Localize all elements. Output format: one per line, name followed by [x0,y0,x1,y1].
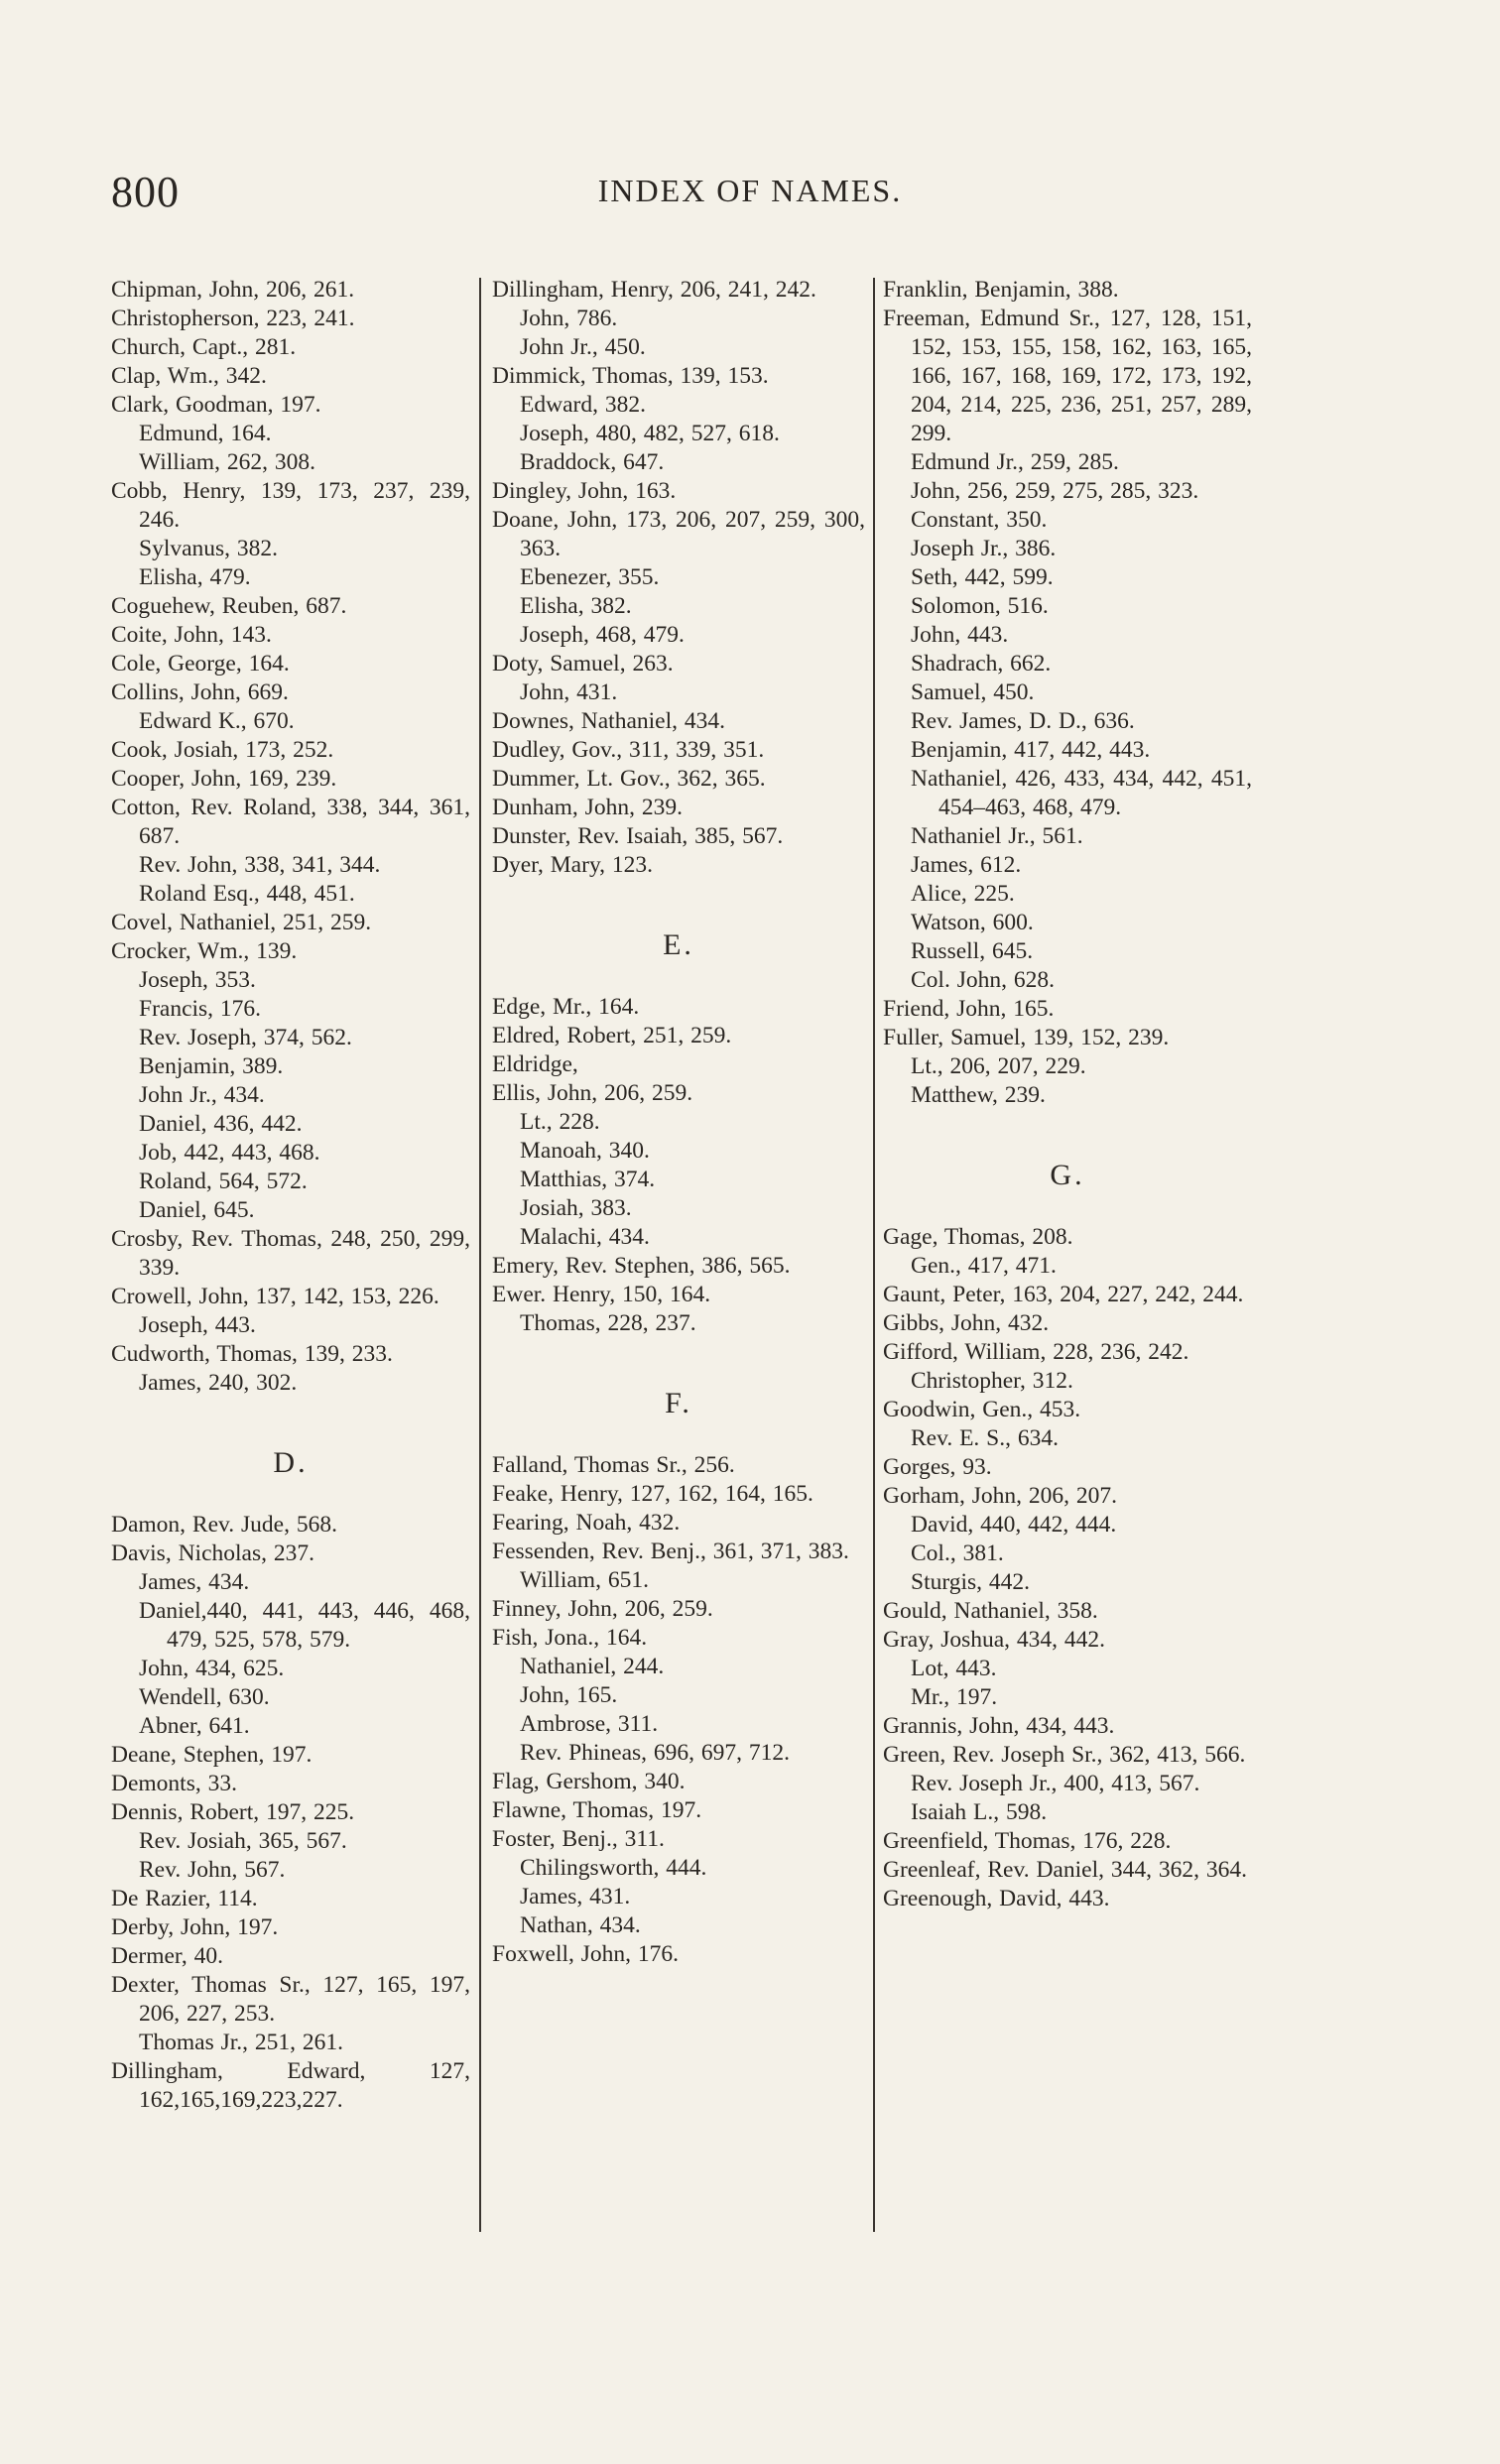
index-sub-entry: Ebenezer, 355. [520,564,660,590]
index-sub-entry: Lot, 443. [911,1656,997,1681]
index-entry: Greenough, David, 443. [883,1886,1110,1911]
index-sub-entry: Isaiah L., 598. [911,1799,1048,1825]
index-sub-entry: Nathaniel, 426, 433, 434, 442, 451, 454–463, 468, 479. [911,766,1252,820]
index-sub-entry: Rev. John, 567. [139,1857,286,1883]
index-entry: Derby, John, 197. [111,1914,279,1940]
index-entry: Eldred, Robert, 251, 259. [492,1023,732,1048]
index-sub-entry: Watson, 600. [911,910,1034,935]
section-spacer [883,1197,1252,1223]
index-entry: Dillingham, Henry, 206, 241, 242. [492,277,816,303]
index-entry: Dimmick, Thomas, 139, 153. [492,363,769,389]
index-sub-entry: Joseph, 353. [139,967,256,993]
index-entry: Cooper, John, 169, 239. [111,766,337,792]
index-sub-entry: Seth, 442, 599. [911,564,1054,590]
index-sub-entry: Lt., 228. [520,1109,600,1135]
index-entry: Fearing, Noah, 432. [492,1510,681,1536]
index-sub-entry: James, 612. [911,852,1022,878]
index-sub-entry: Shadrach, 662. [911,651,1052,677]
index-entry: Dillingham, Edward, 127, 162,165,169,223,227. [111,2058,470,2113]
index-entry: Gifford, William, 228, 236, 242. [883,1339,1189,1365]
index-entry: Doty, Samuel, 263. [492,651,674,677]
section-spacer [111,1485,470,1511]
index-sub-entry: Rev. Joseph, 374, 562. [139,1025,352,1050]
section-spacer [492,880,865,924]
index-entry: Dennis, Robert, 197, 225. [111,1799,355,1825]
index-sub-entry: Col., 381. [911,1540,1004,1566]
index-sub-entry: Francis, 176. [139,996,262,1022]
index-sub-entry: Matthew, 239. [911,1082,1046,1108]
index-sub-entry: Samuel, 450. [911,679,1035,705]
index-sub-entry: John Jr., 434. [139,1082,265,1108]
index-sub-entry: Sturgis, 442. [911,1569,1031,1595]
index-sub-entry: Christopher, 312. [911,1368,1073,1394]
index-sub-entry: Joseph, 480, 482, 527, 618. [520,421,780,446]
index-entry: Demonts, 33. [111,1771,237,1796]
index-sub-entry: John, 443. [911,622,1009,648]
index-entry: Friend, John, 165. [883,996,1055,1022]
index-column-3 [883,276,1252,1913]
index-entry: Goodwin, Gen., 453. [883,1397,1081,1422]
index-entry: Greenleaf, Rev. Daniel, 344, 362, 364. [883,1857,1247,1883]
index-sub-entry: Rev. E. S., 634. [911,1425,1060,1451]
index-sub-entry: Russell, 645. [911,938,1034,964]
index-sub-entry: John Jr., 450. [520,334,646,360]
index-sub-entry: Manoah, 340. [520,1138,650,1164]
index-sub-entry: John, 256, 259, 275, 285, 323. [911,478,1199,504]
index-sub-entry: Benjamin, 389. [139,1053,284,1079]
index-sub-entry: Rev. Phineas, 696, 697, 712. [520,1740,791,1766]
index-sub-entry: Edward K., 670. [139,708,295,734]
index-entry: Dummer, Lt. Gov., 362, 365. [492,766,766,792]
index-entry: Emery, Rev. Stephen, 386, 565. [492,1253,791,1279]
index-entry: Foxwell, John, 176. [492,1941,680,1967]
index-entry: Davis, Nicholas, 237. [111,1540,314,1566]
index-sub-entry: Lt., 206, 207, 229. [911,1053,1086,1079]
index-entry: Gage, Thomas, 208. [883,1224,1073,1250]
index-entry: Flawne, Thomas, 197. [492,1797,702,1823]
index-entry: Falland, Thomas Sr., 256. [492,1452,735,1478]
index-entry: Ewer. Henry, 150, 164. [492,1282,711,1307]
column-rule-left [479,278,481,2232]
index-sub-entry: Nathaniel Jr., 561. [911,823,1083,849]
index-sub-entry: John, 434, 625. [139,1656,285,1681]
index-entry: Edge, Mr., 164. [492,994,640,1020]
index-sub-entry: Rev. Josiah, 365, 567. [139,1828,347,1854]
index-sub-entry: Daniel,440, 441, 443, 446, 468, 479, 525, 578, 579. [139,1598,470,1653]
index-entry: Gorges, 93. [883,1454,992,1480]
index-sub-entry: Rev. Joseph Jr., 400, 413, 567. [911,1771,1200,1796]
section-spacer [883,1110,1252,1154]
index-sub-entry: Gen., 417, 471. [911,1253,1057,1279]
index-sub-entry: James, 434. [139,1569,250,1595]
index-entry: Grannis, John, 434, 443. [883,1713,1115,1739]
index-sub-entry: Elisha, 382. [520,593,632,619]
index-entry: Fuller, Samuel, 139, 152, 239. [883,1025,1170,1050]
page-number: 800 [111,168,180,216]
index-sub-entry: Job, 442, 443, 468. [139,1140,320,1166]
index-sub-entry: Chilingsworth, 444. [520,1855,707,1881]
section-letter-heading: G. [1050,1159,1085,1191]
index-sub-entry: Mr., 197. [911,1684,998,1710]
index-sub-entry: Daniel, 436, 442. [139,1111,303,1137]
index-sub-entry: Wendell, 630. [139,1684,270,1710]
section-spacer [492,1425,865,1451]
index-sub-entry: Benjamin, 417, 442, 443. [911,737,1151,763]
index-entry: Clark, Goodman, 197. [111,392,321,418]
index-sub-entry: Matthias, 374. [520,1167,656,1192]
index-sub-entry: Elisha, 479. [139,564,251,590]
index-entry: Downes, Nathaniel, 434. [492,708,725,734]
index-sub-entry: Rev. John, 338, 341, 344. [139,852,381,878]
index-sub-entry: William, 262, 308. [139,449,315,475]
index-sub-entry: Abner, 641. [139,1713,250,1739]
index-entry: Coite, John, 143. [111,622,272,648]
index-entry: Cobb, Henry, 139, 173, 237, 239, 246. [111,478,470,533]
index-sub-entry: John, 165. [520,1682,618,1708]
index-entry: Covel, Nathaniel, 251, 259. [111,910,372,935]
index-entry: Gorham, John, 206, 207. [883,1483,1118,1509]
index-entry: Doane, John, 173, 206, 207, 259, 300, 363. [492,507,865,561]
index-entry: Dudley, Gov., 311, 339, 351. [492,737,765,763]
index-sub-entry: Constant, 350. [911,507,1048,533]
index-entry: Dexter, Thomas Sr., 127, 165, 197, 206, 227, 253. [111,1972,470,2027]
index-column-2 [492,276,865,1969]
index-entry: Dermer, 40. [111,1943,223,1969]
index-sub-entry: Josiah, 383. [520,1195,632,1221]
index-entry: Gray, Joshua, 434, 442. [883,1627,1106,1653]
index-sub-entry: Edmund, 164. [139,421,272,446]
index-entry: Dunster, Rev. Isaiah, 385, 567. [492,823,784,849]
index-sub-entry: Malachi, 434. [520,1224,650,1250]
section-spacer [111,1398,470,1441]
index-entry: Deane, Stephen, 197. [111,1742,312,1768]
index-entry: Clap, Wm., 342. [111,363,267,389]
index-entry: Finney, John, 206, 259. [492,1596,713,1622]
index-sub-entry: Solomon, 516. [911,593,1049,619]
index-sub-entry: Nathaniel, 244. [520,1654,665,1679]
index-entry: Greenfield, Thomas, 176, 228. [883,1828,1172,1854]
index-entry: Dingley, John, 163. [492,478,677,504]
index-sub-entry: Ambrose, 311. [520,1711,659,1737]
index-entry: Cotton, Rev. Roland, 338, 344, 361, 687. [111,795,470,849]
index-entry: Crocker, Wm., 139. [111,938,298,964]
index-entry: Crosby, Rev. Thomas, 248, 250, 299, 339. [111,1226,470,1281]
index-entry: Crowell, John, 137, 142, 153, 226. [111,1284,439,1309]
index-sub-entry: Daniel, 645. [139,1197,255,1223]
index-entry: Cole, George, 164. [111,651,290,677]
index-entry: Feake, Henry, 127, 162, 164, 165. [492,1481,813,1507]
index-entry: Foster, Benj., 311. [492,1826,665,1852]
index-entry: De Razier, 114. [111,1886,258,1911]
index-sub-entry: Joseph, 468, 479. [520,622,685,648]
index-sub-entry: Joseph, 443. [139,1312,256,1338]
index-sub-entry: Edmund Jr., 259, 285. [911,449,1119,475]
index-entry: Freeman, Edmund Sr., 127, 128, 151, 152, 153, 155, 158, 162, 163, 165, 166, 167, 168, 169, 172, 173, 192, 204, 214, 225, 236, 251, 257, 289, 299. [883,306,1252,446]
index-entry: Franklin, Benjamin, 388. [883,277,1119,303]
page-title: INDEX OF NAMES. [597,173,903,208]
index-entry: Cudworth, Thomas, 139, 233. [111,1341,393,1367]
index-sub-entry: John, 431. [520,679,618,705]
index-sub-entry: Sylvanus, 382. [139,536,279,561]
section-spacer [492,1338,865,1382]
index-sub-entry: William, 651. [520,1567,649,1593]
section-letter-heading: E. [663,928,694,961]
index-sub-entry: Thomas, 228, 237. [520,1310,696,1336]
index-entry: Coguehew, Reuben, 687. [111,593,347,619]
index-sub-entry: Nathan, 434. [520,1912,641,1938]
index-entry: Damon, Rev. Jude, 568. [111,1512,337,1538]
index-sub-entry: Col. John, 628. [911,967,1055,993]
section-letter-heading: D. [273,1446,309,1479]
index-column-1 [111,276,470,2115]
column-rule-right [873,278,875,2232]
index-sub-entry: Rev. James, D. D., 636. [911,708,1135,734]
index-entry: Dunham, John, 239. [492,795,683,820]
index-sub-entry: David, 440, 442, 444. [911,1512,1117,1538]
index-sub-entry: Thomas Jr., 251, 261. [139,2030,344,2055]
index-sub-entry: Joseph Jr., 386. [911,536,1057,561]
section-spacer [492,967,865,993]
index-entry: Fessenden, Rev. Benj., 361, 371, 383. [492,1539,849,1564]
index-entry: Flag, Gershom, 340. [492,1769,686,1794]
index-entry: Collins, John, 669. [111,679,289,705]
index-sub-entry: Roland, 564, 572. [139,1169,308,1194]
index-entry: Dyer, Mary, 123. [492,852,654,878]
index-sub-entry: James, 431. [520,1884,631,1910]
index-sub-entry: Edward, 382. [520,392,646,418]
index-entry: Green, Rev. Joseph Sr., 362, 413, 566. [883,1742,1246,1768]
index-entry: Gibbs, John, 432. [883,1310,1050,1336]
section-letter-heading: F. [665,1387,692,1419]
index-entry: Chipman, John, 206, 261. [111,277,355,303]
index-entry: Cook, Josiah, 173, 252. [111,737,334,763]
index-entry: Fish, Jona., 164. [492,1625,648,1651]
index-entry: Ellis, John, 206, 259. [492,1080,693,1106]
index-entry: Gould, Nathaniel, 358. [883,1598,1098,1624]
index-sub-entry: Braddock, 647. [520,449,665,475]
index-entry: Church, Capt., 281. [111,334,297,360]
index-entry: Eldridge, [492,1051,578,1077]
index-entry: Christopherson, 223, 241. [111,306,355,331]
index-entry: Gaunt, Peter, 163, 204, 227, 242, 244. [883,1282,1244,1307]
index-sub-entry: James, 240, 302. [139,1370,298,1396]
index-sub-entry: Alice, 225. [911,881,1015,907]
index-sub-entry: Roland Esq., 448, 451. [139,881,355,907]
index-sub-entry: John, 786. [520,306,618,331]
